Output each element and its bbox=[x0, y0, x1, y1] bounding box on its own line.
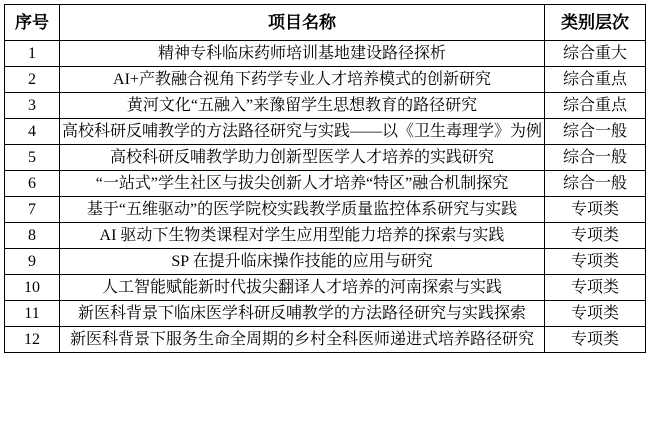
table-row bbox=[5, 223, 646, 249]
header-类别层次: 类别层次 bbox=[545, 5, 646, 41]
table-row bbox=[5, 67, 646, 93]
category-cell: 综合重大 bbox=[545, 41, 646, 67]
category-cell: 综合一般 bbox=[545, 171, 646, 197]
projects-table bbox=[4, 4, 646, 353]
category-cell: 专项类 bbox=[545, 275, 646, 301]
table-row bbox=[5, 171, 646, 197]
row-number-cell: 11 bbox=[5, 301, 60, 327]
project-name-cell: 新医科背景下临床医学科研反哺教学的方法路径研究与实践探索 bbox=[60, 301, 545, 327]
table-row bbox=[5, 41, 646, 67]
table-row bbox=[5, 275, 646, 301]
project-name-cell: 精神专科临床药师培训基地建设路径探析 bbox=[60, 41, 545, 67]
row-number-cell: 4 bbox=[5, 119, 60, 145]
category-cell: 专项类 bbox=[545, 249, 646, 275]
category-cell: 专项类 bbox=[545, 197, 646, 223]
table-body bbox=[5, 41, 646, 353]
table-row bbox=[5, 301, 646, 327]
category-cell: 专项类 bbox=[545, 223, 646, 249]
row-number-cell: 1 bbox=[5, 41, 60, 67]
table-row bbox=[5, 249, 646, 275]
table-row bbox=[5, 93, 646, 119]
row-number-cell: 8 bbox=[5, 223, 60, 249]
category-cell: 综合重点 bbox=[545, 67, 646, 93]
table-row bbox=[5, 145, 646, 171]
table-row bbox=[5, 197, 646, 223]
project-name-cell: “一站式”学生社区与拔尖创新人才培养“特区”融合机制探究 bbox=[60, 171, 545, 197]
row-number-cell: 5 bbox=[5, 145, 60, 171]
header-项目名称: 项目名称 bbox=[60, 5, 545, 41]
table-row bbox=[5, 327, 646, 353]
category-cell: 专项类 bbox=[545, 301, 646, 327]
project-name-cell: AI 驱动下生物类课程对学生应用型能力培养的探索与实践 bbox=[60, 223, 545, 249]
header-序号: 序号 bbox=[5, 5, 60, 41]
category-cell: 综合重点 bbox=[545, 93, 646, 119]
row-number-cell: 2 bbox=[5, 67, 60, 93]
project-name-cell: AI+产教融合视角下药学专业人才培养模式的创新研究 bbox=[60, 67, 545, 93]
row-number-cell: 10 bbox=[5, 275, 60, 301]
row-number-cell: 3 bbox=[5, 93, 60, 119]
row-number-cell: 6 bbox=[5, 171, 60, 197]
project-name-cell: 基于“五维驱动”的医学院校实践教学质量监控体系研究与实践 bbox=[60, 197, 545, 223]
project-name-cell: 高校科研反哺教学助力创新型医学人才培养的实践研究 bbox=[60, 145, 545, 171]
project-name-cell: 高校科研反哺教学的方法路径研究与实践——以《卫生毒理学》为例 bbox=[60, 119, 545, 145]
project-name-cell: 新医科背景下服务生命全周期的乡村全科医师递进式培养路径研究 bbox=[60, 327, 545, 353]
table-header bbox=[5, 5, 646, 41]
table-row bbox=[5, 119, 646, 145]
category-cell: 综合一般 bbox=[545, 145, 646, 171]
row-number-cell: 9 bbox=[5, 249, 60, 275]
row-number-cell: 12 bbox=[5, 327, 60, 353]
category-cell: 专项类 bbox=[545, 327, 646, 353]
header-row bbox=[5, 5, 646, 41]
project-name-cell: SP 在提升临床操作技能的应用与研究 bbox=[60, 249, 545, 275]
project-name-cell: 人工智能赋能新时代拔尖翻译人才培养的河南探索与实践 bbox=[60, 275, 545, 301]
row-number-cell: 7 bbox=[5, 197, 60, 223]
project-name-cell: 黄河文化“五融入”来豫留学生思想教育的路径研究 bbox=[60, 93, 545, 119]
category-cell: 综合一般 bbox=[545, 119, 646, 145]
